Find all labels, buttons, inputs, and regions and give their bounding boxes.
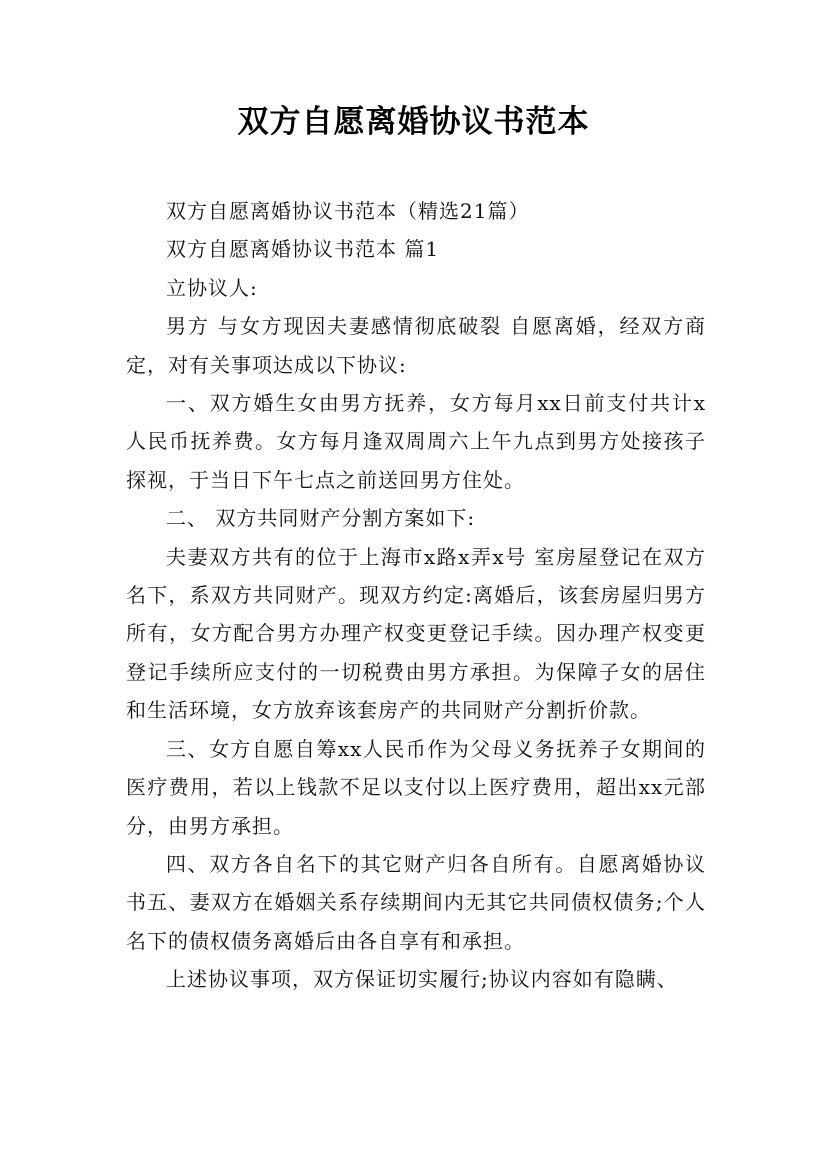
paragraph-clause-1: 一、双方婚生女由男方抚养，女方每月xx日前支付共计x人民币抚养费。女方每月逢双周周六上午九点到男方处接孩子探视，于当日下午七点之前送回男方住处。 bbox=[126, 391, 706, 492]
document-body bbox=[126, 192, 706, 999]
paragraph-subtitle: 双方自愿离婚协议书范本（精选21篇） bbox=[166, 199, 530, 223]
paragraph-section-heading: 双方自愿离婚协议书范本 篇1 bbox=[166, 237, 440, 262]
paragraph-clause-3: 三、女方自愿自筹xx人民币作为父母义务抚养子女期间的医疗费用，若以上钱款不足以支付以上医疗费用，超出xx元部分，由男方承担。 bbox=[126, 736, 706, 838]
paragraph-clause-4: 四、双方各自名下的其它财产归各自所有。自愿离婚协议书五、妻双方在婚姻关系存续期间内无其它共同债权债务;个人名下的债权债务离婚后由各自享有和承担。 bbox=[126, 851, 706, 953]
document-title: 双方自愿离婚协议书范本 bbox=[237, 104, 590, 140]
paragraph-clause-2-heading: 二、 双方共同财产分割方案如下: bbox=[166, 506, 476, 531]
paragraph-parties-label: 立协议人: bbox=[166, 275, 258, 300]
paragraph-closing: 上述协议事项，双方保证切实履行;协议内容如有隐瞒、 bbox=[166, 967, 678, 992]
paragraph-property-division: 夫妻双方共有的位于上海市x路x弄x号 室房屋登记在双方名下，系双方共同财产。现双方约定:离婚后，该套房屋归男方所有，女方配合男方办理产权变更登记手续。因办理产权变更登记手续所应支付的一切税费由男方承担。为保障子女的居住和生活环境，女方放弃该套房产的共同财产分割折价款。 bbox=[126, 544, 706, 723]
paragraph-preamble: 男方 与女方现因夫妻感情彻底破裂 自愿离婚，经双方商定，对有关事项达成以下协议: bbox=[126, 314, 706, 377]
